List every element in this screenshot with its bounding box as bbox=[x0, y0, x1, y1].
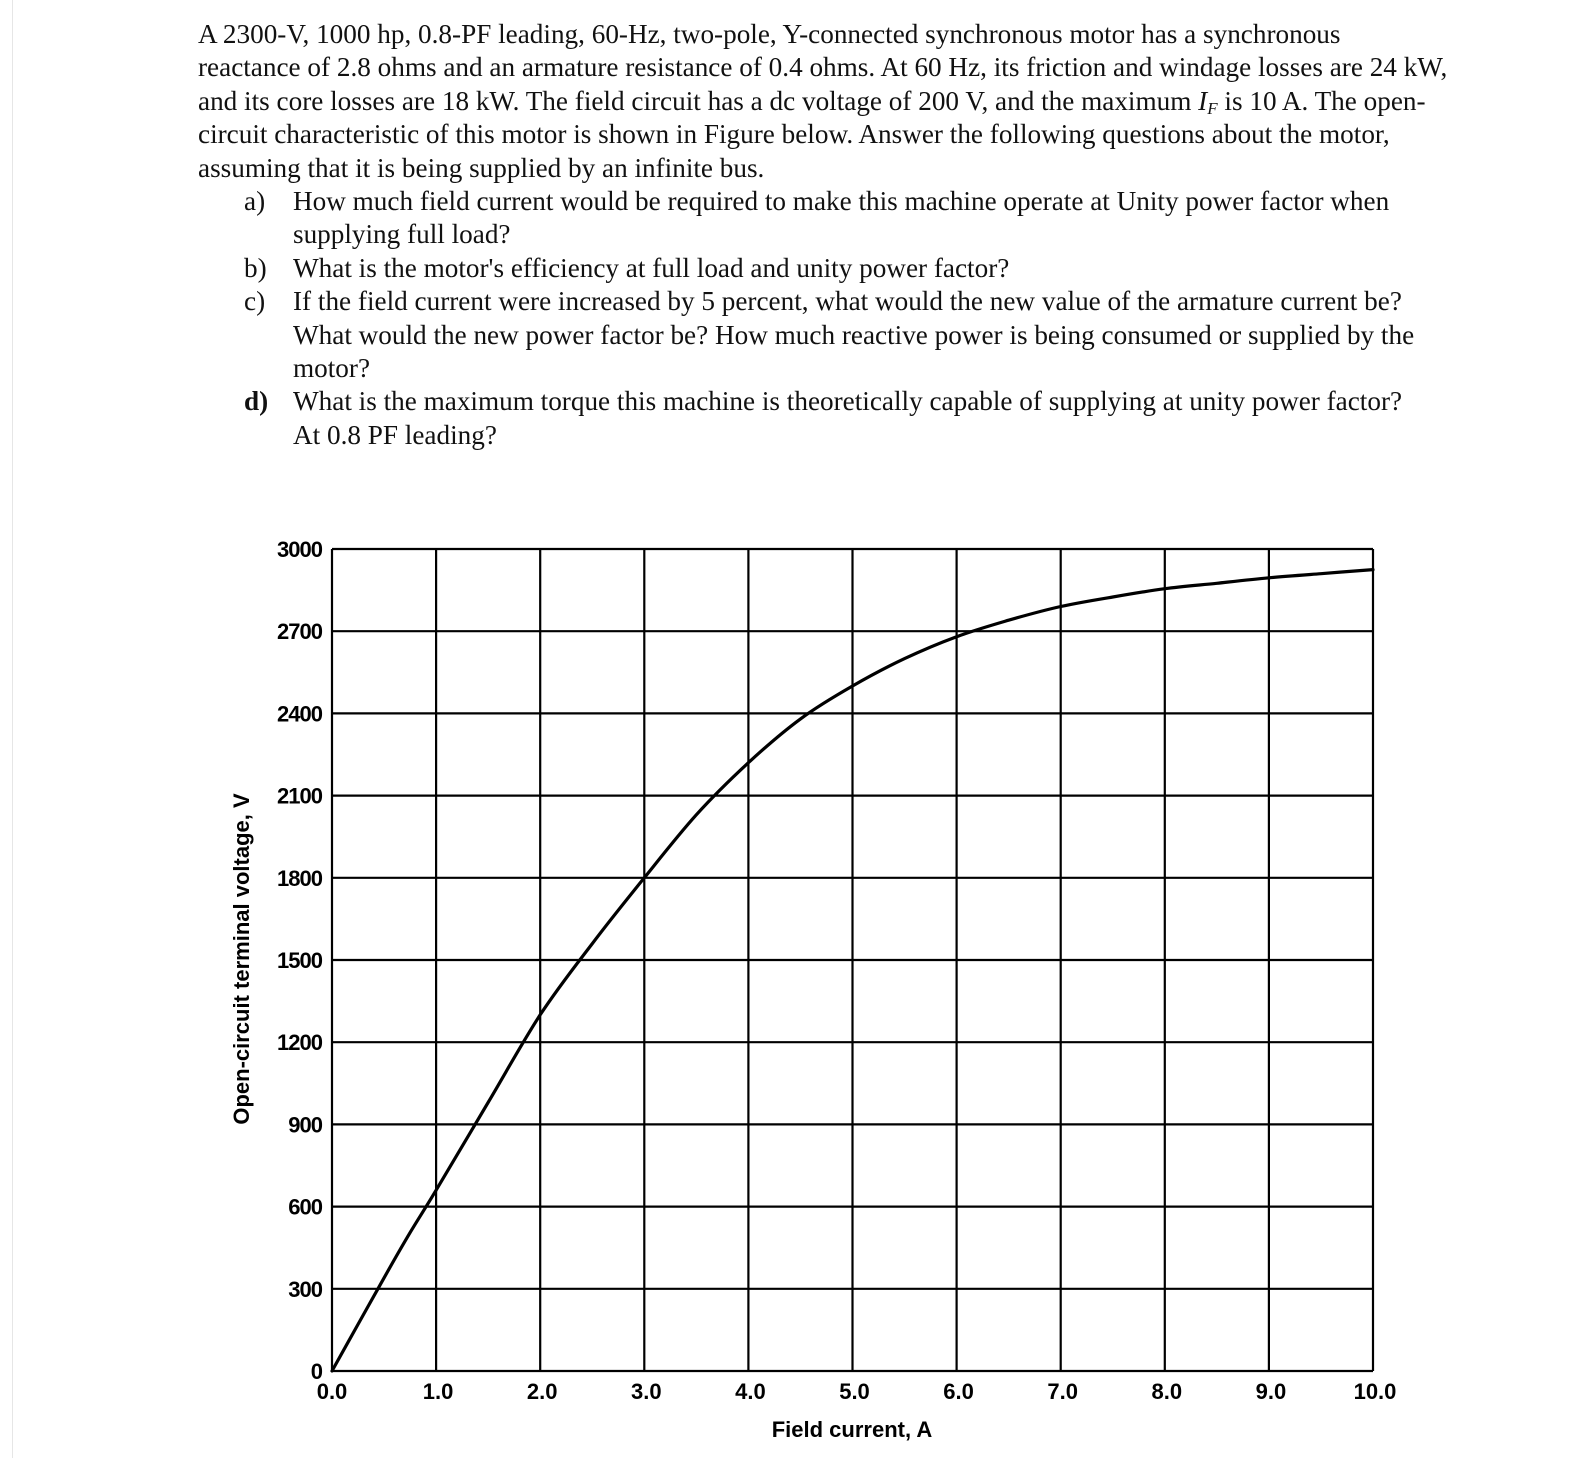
question-a bbox=[244, 185, 1448, 252]
y-tick-label: 2100 bbox=[277, 783, 322, 809]
question-label: c) bbox=[244, 286, 266, 317]
x-tick-label: 9.0 bbox=[1255, 1379, 1287, 1404]
y-tick-label: 3000 bbox=[277, 537, 322, 562]
y-tick-label: 2700 bbox=[277, 619, 322, 645]
x-tick-label: 2.0 bbox=[526, 1379, 558, 1404]
x-tick-label: 0.0 bbox=[316, 1379, 348, 1404]
question-label: a) bbox=[244, 186, 266, 217]
question-text: If the field current were increased by 5 percent, what would the new value of the armature current be? What would the new power factor be? How much reactive power is being consumed or supplied by the motor? bbox=[293, 286, 1415, 384]
y-tick-label: 900 bbox=[288, 1112, 322, 1138]
x-tick-label: 4.0 bbox=[735, 1379, 766, 1404]
x-tick-label: 3.0 bbox=[631, 1379, 662, 1404]
problem-intro bbox=[198, 18, 1448, 185]
occ-chart bbox=[0, 500, 1588, 1458]
x-tick-label: 5.0 bbox=[839, 1379, 870, 1404]
y-tick-label: 1200 bbox=[277, 1030, 322, 1056]
x-tick-labels bbox=[317, 1379, 1397, 1404]
x-tick-label: 6.0 bbox=[943, 1379, 974, 1404]
question-text: How much field current would be required to make this machine operate at Unity power factor when supplying full load? bbox=[293, 186, 1390, 250]
question-b bbox=[244, 252, 1448, 285]
question-text: What is the maximum torque this machine is theoretically capable of supplying at unity power factor? At 0.8 PF leading? bbox=[293, 386, 1403, 450]
y-axis-label: Open-circuit terminal voltage, V bbox=[229, 793, 254, 1125]
intro-text-end: is 10 A. The open-circuit characteristic of this motor is shown in Figure below. Answer the following questions about the motor, assuming that it is being supplied by an infinite bus. bbox=[198, 85, 1426, 183]
question-c bbox=[244, 285, 1448, 385]
y-tick-label: 2400 bbox=[277, 701, 322, 727]
y-tick-label: 300 bbox=[288, 1276, 322, 1302]
problem-statement bbox=[198, 18, 1448, 452]
x-tick-label: 1.0 bbox=[422, 1379, 454, 1404]
field-current-symbol: $I_F$ bbox=[1198, 85, 1218, 118]
x-tick-label: 7.0 bbox=[1047, 1379, 1078, 1404]
y-tick-label: 600 bbox=[288, 1194, 322, 1220]
question-list bbox=[198, 185, 1448, 452]
intro-text-start: A 2300-V, 1000 hp, 0.8-PF leading, 60-Hz, two-pole, Y-connected synchronous motor has a synchronous reactance of 2.8 ohms and an armature resistance of 0.4 ohms. At 60 Hz, its friction and windage losses are 24 kW, and its core losses are 18 kW. The field circuit has a dc voltage of 200 V, and the maximum bbox=[198, 19, 1448, 116]
chart-grid bbox=[332, 549, 1373, 1371]
question-d bbox=[244, 385, 1448, 452]
y-tick-label: 0 bbox=[310, 1359, 322, 1384]
y-tick-label: 1800 bbox=[277, 865, 322, 891]
x-tick-label: 10.0 bbox=[1353, 1379, 1397, 1404]
question-label: b) bbox=[244, 252, 267, 283]
x-tick-label: 8.0 bbox=[1151, 1379, 1183, 1404]
y-tick-label: 1500 bbox=[277, 948, 322, 973]
question-label: d) bbox=[244, 386, 269, 417]
y-tick-labels bbox=[277, 537, 323, 1384]
x-axis-label: Field current, A bbox=[771, 1417, 933, 1442]
question-text: What is the motor's efficiency at full load and unity power factor? bbox=[293, 252, 1010, 283]
